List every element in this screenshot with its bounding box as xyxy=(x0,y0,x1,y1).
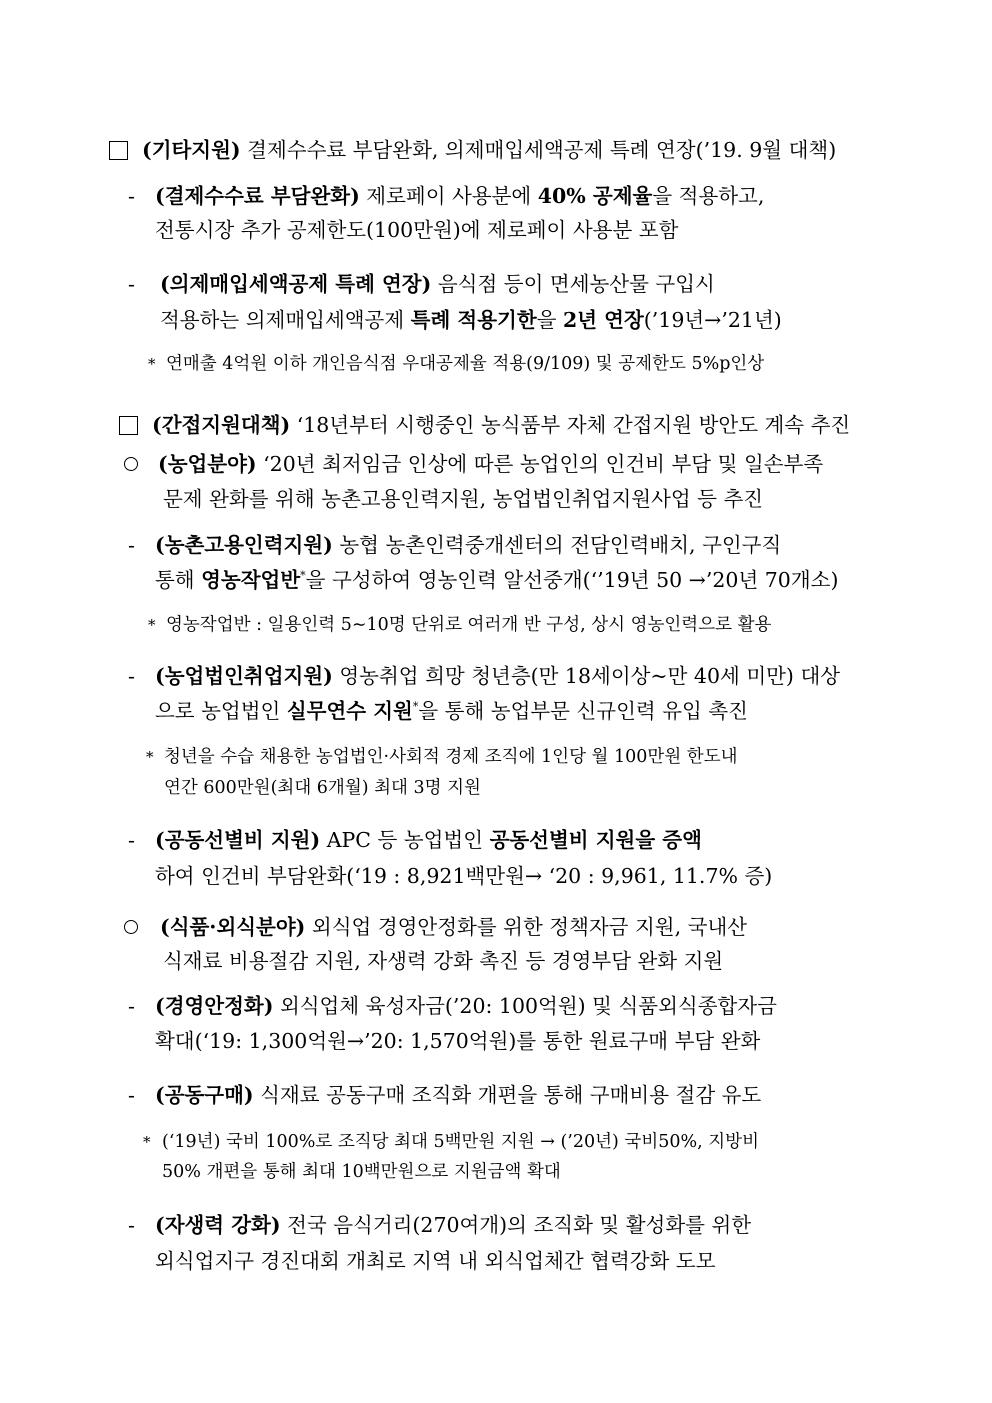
item-rural-line2: 통해 영농작업반*을 구성하여 영농인력 알선중개(‘’19년 50 →’20년 70개소) xyxy=(155,568,839,592)
asterisk-marker: * xyxy=(148,616,156,634)
dash-bullet: - xyxy=(128,994,135,1018)
dash-bullet: - xyxy=(128,533,135,557)
item-self-line1: (자생력 강화) 전국 음식거리(270여개)의 조직화 및 활성화를 위한 xyxy=(155,1213,752,1237)
section-heading-other-support: (기타지원) 결제수수료 부담완화, 의제매입세액공제 특례 연장(’19. 9월 대책) xyxy=(142,138,837,162)
note-joint-line1: (‘19년) 국비 100%로 조직당 최대 5백만원 지원 → (’20년) 국비50%, 지방비 xyxy=(162,1132,759,1152)
circle-bullet-icon xyxy=(124,457,138,471)
dash-bullet: - xyxy=(128,664,135,688)
item-deemed-line2: 적용하는 의제매입세액공제 특례 적용기한을 2년 연장(’19년→’21년) xyxy=(160,308,782,332)
dash-bullet: - xyxy=(128,184,135,208)
item-sorting-line1: (공동선별비 지원) APC 등 농업법인 공동선별비 지원을 증액 xyxy=(155,828,702,852)
item-corp-line1: (농업법인취업지원) 영농취업 희망 청년층(만 18세이상~만 40세 미만) 대상 xyxy=(155,664,841,688)
checkbox-square-icon xyxy=(109,141,128,160)
item-sorting-line2: 하여 인건비 부담완화(‘19 : 8,921백만원→ ‘20 : 9,961, 11.7% 증) xyxy=(155,864,773,888)
item-deemed-line1: (의제매입세액공제 특례 연장) 음식점 등이 면세농산물 구입시 xyxy=(160,272,715,296)
circle-bullet-icon xyxy=(124,920,138,934)
note-corp-line1: 청년을 수습 채용한 농업법인·사회적 경제 조직에 1인당 월 100만원 한도내 xyxy=(164,747,738,767)
item-fee-line2: 전통시장 추가 공제한도(100만원)에 제로페이 사용분 포함 xyxy=(155,218,679,242)
section-heading-indirect-support: (간접지원대책) ‘18년부터 시행중인 농식품부 자체 간접지원 방안도 계속 추진 xyxy=(152,413,851,437)
note-rural: 영농작업반 : 일용인력 5∼10명 단위로 여러개 반 구성, 상시 영농인력으로 활용 xyxy=(166,615,772,635)
item-corp-line2: 으로 농업법인 실무연수 지원*을 통해 농업부문 신규인력 유입 촉진 xyxy=(155,699,748,723)
item-mgmt-line2: 확대(‘19: 1,300억원→’20: 1,570억원)를 통한 원료구매 부담 완화 xyxy=(155,1029,761,1053)
item-self-line2: 외식업지구 경진대회 개최로 지역 내 외식업체간 협력강화 도모 xyxy=(155,1249,716,1273)
dash-bullet: - xyxy=(128,272,135,296)
item-food-line2: 식재료 비용절감 지원, 자생력 강화 촉진 등 경영부담 완화 지원 xyxy=(163,949,724,973)
asterisk-marker: * xyxy=(146,748,154,766)
dash-bullet: - xyxy=(128,1083,135,1107)
item-mgmt-line1: (경영안정화) 외식업체 육성자금(’20: 100억원) 및 식품외식종합자금 xyxy=(155,994,777,1018)
item-fee-line1: (결제수수료 부담완화) 제로페이 사용분에 40% 공제율을 적용하고, xyxy=(155,184,765,208)
note-deemed: 연매출 4억원 이하 개인음식점 우대공제율 적용(9/109) 및 공제한도 5%p인상 xyxy=(166,354,765,374)
item-food-line1: (식품·외식분야) 외식업 경영안정화를 위한 정책자금 지원, 국내산 xyxy=(160,915,748,939)
checkbox-square-icon xyxy=(119,416,138,435)
note-corp-line2: 연간 600만원(최대 6개월) 최대 3명 지원 xyxy=(164,778,481,798)
dash-bullet: - xyxy=(128,828,135,852)
item-rural-line1: (농촌고용인력지원) 농협 농촌인력중개센터의 전담인력배치, 구인구직 xyxy=(155,533,782,557)
asterisk-marker: * xyxy=(148,355,156,373)
dash-bullet: - xyxy=(128,1213,135,1237)
asterisk-marker: * xyxy=(143,1133,151,1151)
item-agri-line2: 문제 완화를 위해 농촌고용인력지원, 농업법인취업지원사업 등 추진 xyxy=(163,487,764,511)
item-joint-line1: (공동구매) 식재료 공동구매 조직화 개편을 통해 구매비용 절감 유도 xyxy=(155,1083,762,1107)
note-joint-line2: 50% 개편을 통해 최대 10백만원으로 지원금액 확대 xyxy=(162,1162,561,1182)
item-agri-line1: (농업분야) ‘20년 최저임금 인상에 따른 농업인의 인건비 부담 및 일손부족 xyxy=(158,452,824,476)
